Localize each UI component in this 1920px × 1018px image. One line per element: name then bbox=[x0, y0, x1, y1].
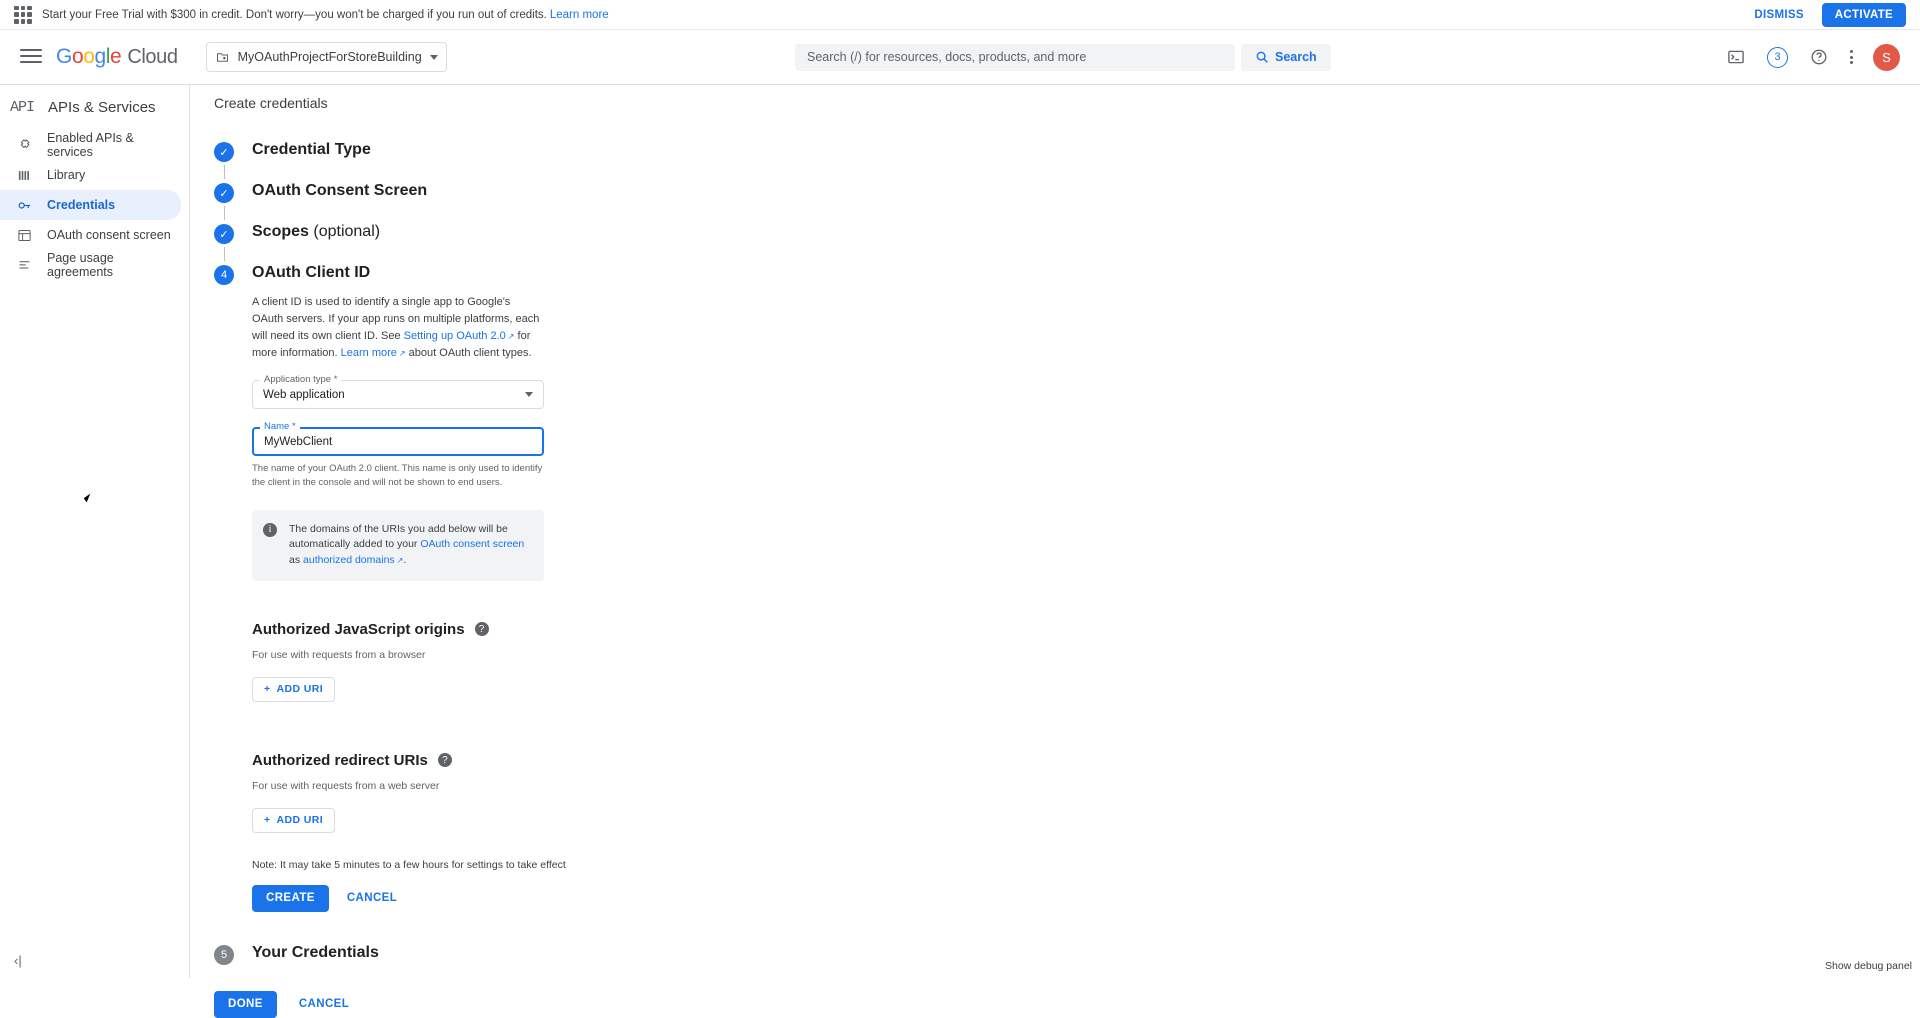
step-check-icon: ✓ bbox=[214, 183, 234, 203]
trial-learn-more-link[interactable]: Learn more bbox=[549, 8, 609, 21]
authorized-domains-link[interactable]: authorized domains ↗ bbox=[303, 554, 403, 566]
step-connector bbox=[224, 206, 225, 220]
domains-info-text bbox=[289, 522, 532, 569]
sidebar-item-label: Credentials bbox=[47, 198, 116, 212]
info-part-1: The domains of the URIs you add below will be automatically added to your bbox=[289, 522, 508, 551]
create-button[interactable]: CREATE bbox=[252, 885, 329, 912]
google-cloud-logo[interactable] bbox=[56, 45, 178, 69]
step-check-icon: ✓ bbox=[214, 142, 234, 162]
consent-icon bbox=[16, 227, 33, 244]
search-input[interactable] bbox=[795, 44, 1235, 71]
menu-hamburger-icon[interactable] bbox=[20, 49, 42, 65]
project-icon bbox=[215, 50, 230, 65]
step-action-row bbox=[252, 885, 552, 912]
sidebar-item-label: Page usage agreements bbox=[47, 251, 114, 279]
key-icon bbox=[16, 197, 33, 214]
chevron-down-icon bbox=[525, 392, 533, 397]
done-button[interactable]: DONE bbox=[214, 991, 277, 1018]
js-origins-note: For use with requests from a browser bbox=[252, 648, 426, 661]
trial-banner-text: Start your Free Trial with $300 in credit. Don't worry—you won't be charged if you run out of credits. bbox=[42, 8, 547, 21]
plus-icon: + bbox=[264, 814, 271, 827]
library-icon bbox=[16, 167, 33, 184]
name-label: Name * bbox=[260, 421, 300, 432]
logo-letter-o1: o bbox=[71, 45, 84, 68]
redirect-uris-header bbox=[252, 752, 552, 769]
dismiss-button[interactable]: DISMISS bbox=[1754, 8, 1804, 21]
step-number: 4 bbox=[214, 265, 234, 285]
step-title: OAuth Client ID bbox=[252, 264, 371, 281]
setting-up-oauth-link[interactable]: Setting up OAuth 2.0 ↗ bbox=[404, 330, 515, 342]
sidebar-item-label: Library bbox=[47, 168, 86, 182]
search-area bbox=[795, 44, 1331, 71]
chevron-down-icon bbox=[430, 55, 438, 60]
info-icon: i bbox=[263, 523, 277, 537]
wizard-step-your-credentials bbox=[214, 944, 1920, 965]
wizard-footer-actions bbox=[214, 991, 1920, 1018]
create-credentials-wizard bbox=[190, 121, 1920, 965]
step-title: Your Credentials bbox=[252, 943, 379, 961]
desc-part-3: about OAuth client types. bbox=[405, 347, 532, 360]
cancel-button[interactable]: CANCEL bbox=[346, 892, 398, 905]
add-redirect-uri-button[interactable] bbox=[252, 808, 335, 833]
sidebar-item-library[interactable] bbox=[0, 160, 181, 190]
sidebar-item-label: Enabled APIs & services bbox=[47, 131, 134, 159]
agreements-icon bbox=[16, 257, 33, 274]
project-name: MyOAuthProjectForStoreBuilding bbox=[237, 50, 422, 64]
sidebar-header bbox=[0, 85, 189, 130]
learn-more-link[interactable]: Learn more ↗ bbox=[341, 347, 406, 359]
step-title: Credential Type bbox=[252, 141, 371, 158]
search-button[interactable] bbox=[1241, 44, 1331, 71]
application-type-label: Application type * bbox=[260, 374, 341, 385]
sidebar-item-credentials[interactable] bbox=[0, 190, 181, 220]
step-title bbox=[252, 223, 380, 241]
oauth-consent-screen-link[interactable]: OAuth consent screen bbox=[420, 538, 525, 551]
api-icon: API bbox=[10, 99, 35, 116]
logo-letter-l: l bbox=[105, 45, 111, 68]
avatar[interactable]: S bbox=[1873, 44, 1900, 71]
sidebar-item-page-usage-agreements[interactable] bbox=[0, 250, 181, 280]
add-uri-label: ADD URI bbox=[276, 814, 324, 827]
activate-button[interactable]: ACTIVATE bbox=[1822, 3, 1906, 27]
step-title-suffix: (optional) bbox=[313, 223, 381, 240]
search-button-label: Search bbox=[1275, 50, 1317, 64]
plus-icon: + bbox=[264, 683, 271, 696]
logo-letter-e: e bbox=[110, 45, 122, 68]
desc-part-1: A client ID is used to identify a single app to Google's OAuth servers. If your app runs on multiple platforms, each will need its own client ID. See bbox=[252, 296, 540, 343]
help-icon[interactable]: ? bbox=[475, 622, 489, 636]
help-icon[interactable]: ? bbox=[438, 753, 452, 767]
step-connector bbox=[224, 165, 225, 179]
logo-letter-g2: g bbox=[94, 45, 106, 68]
step-title: OAuth Consent Screen bbox=[252, 182, 428, 199]
search-icon bbox=[1255, 50, 1269, 64]
logo-letter-g: G bbox=[56, 45, 72, 68]
collapse-sidebar-icon[interactable]: ‹| bbox=[14, 953, 22, 968]
step-number: 5 bbox=[214, 945, 234, 965]
sidebar bbox=[0, 85, 190, 978]
wizard-step-scopes[interactable] bbox=[214, 223, 1920, 244]
js-origins-title: Authorized JavaScript origins bbox=[252, 620, 465, 638]
notifications-badge[interactable]: 3 bbox=[1767, 47, 1788, 68]
sidebar-title: APIs & Services bbox=[48, 99, 156, 116]
top-navigation-bar bbox=[0, 30, 1920, 85]
topbar-actions bbox=[1725, 44, 1906, 71]
logo-letter-o2: o bbox=[83, 45, 95, 68]
name-helper-text: The name of your OAuth 2.0 client. This name is only used to identify the client in the console and will not be shown to end users. bbox=[252, 463, 543, 488]
application-type-field[interactable] bbox=[252, 374, 544, 409]
desc-part-2: for more information. bbox=[252, 330, 531, 360]
domains-info-box bbox=[252, 510, 544, 581]
puzzle-icon bbox=[16, 137, 33, 154]
client-id-description bbox=[252, 294, 544, 362]
help-icon[interactable] bbox=[1808, 46, 1830, 68]
wizard-step-oauth-client-id bbox=[214, 264, 1920, 912]
more-options-icon[interactable] bbox=[1850, 50, 1853, 64]
step-title-text: Scopes bbox=[252, 223, 309, 240]
authorized-redirect-uris-section bbox=[252, 752, 552, 833]
sidebar-item-oauth-consent-screen[interactable] bbox=[0, 220, 181, 250]
js-origins-header bbox=[252, 621, 552, 638]
wizard-step-oauth-consent-screen[interactable] bbox=[214, 182, 1920, 203]
page-body bbox=[0, 85, 1920, 1011]
cancel-footer-button[interactable]: CANCEL bbox=[298, 998, 350, 1011]
show-debug-panel-link[interactable]: Show debug panel bbox=[1825, 960, 1912, 972]
free-trial-banner bbox=[0, 0, 1920, 30]
info-part-3: . bbox=[403, 554, 407, 567]
oauth-client-id-body bbox=[252, 264, 566, 912]
add-uri-label: ADD URI bbox=[276, 683, 324, 696]
application-type-value: Web application bbox=[263, 388, 345, 401]
redirect-uris-note: For use with requests from a web server bbox=[252, 779, 440, 792]
apps-grid-icon[interactable] bbox=[14, 6, 32, 24]
logo-cloud-text: Cloud bbox=[127, 46, 178, 68]
name-field[interactable] bbox=[252, 421, 544, 456]
step-check-icon: ✓ bbox=[214, 224, 234, 244]
page-title: Create credentials bbox=[214, 94, 328, 111]
cloud-shell-icon[interactable] bbox=[1725, 46, 1747, 68]
info-part-2: as bbox=[289, 554, 304, 567]
add-js-origin-uri-button[interactable] bbox=[252, 677, 335, 702]
step-connector bbox=[224, 247, 225, 261]
sidebar-item-label: OAuth consent screen bbox=[47, 228, 171, 242]
sidebar-item-enabled-apis[interactable] bbox=[0, 130, 181, 160]
wizard-step-credential-type[interactable] bbox=[214, 141, 1920, 162]
settings-effect-note: Note: It may take 5 minutes to a few hours for settings to take effect bbox=[252, 858, 566, 871]
authorized-javascript-origins-section bbox=[252, 621, 552, 702]
project-selector[interactable] bbox=[206, 42, 447, 72]
main-content bbox=[190, 85, 1920, 1011]
redirect-uris-title: Authorized redirect URIs bbox=[252, 751, 428, 769]
name-input[interactable] bbox=[264, 436, 532, 448]
